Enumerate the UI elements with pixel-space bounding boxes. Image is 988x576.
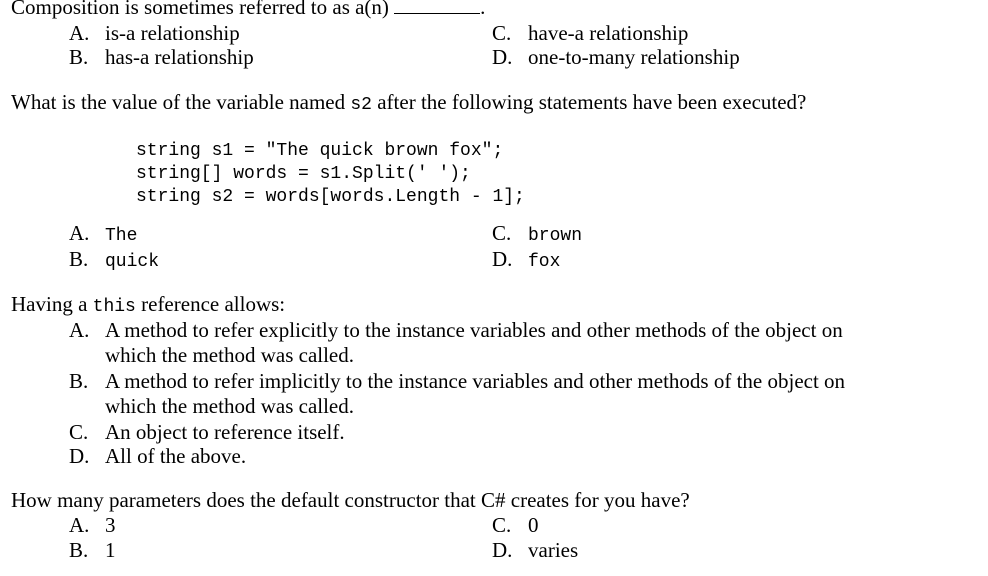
- q3-option-d: [69, 444, 246, 468]
- q2-option-d-text: fox: [528, 252, 561, 272]
- q2-option-b-text: quick: [105, 252, 160, 272]
- q2-option-c-label: C.: [492, 221, 512, 245]
- q3-option-a-cont: [105, 343, 354, 367]
- q3-option-b-line1: A method to refer implicitly to the instance variables and other methods of the object on: [105, 369, 846, 393]
- q4-option-c-text: 0: [528, 513, 539, 537]
- q3-option-a-label: A.: [69, 318, 90, 342]
- q1-option-c-text: have-a relationship: [528, 21, 689, 45]
- q1-stem: [11, 0, 485, 19]
- q4-option-a-text: 3: [105, 513, 116, 537]
- q4-stem-text: How many parameters does the default constructor that C# creates for you have?: [11, 488, 690, 512]
- q3-option-a-line1: A method to refer explicitly to the instance variables and other methods of the object on: [105, 318, 843, 342]
- q2-stem-code: s2: [350, 95, 372, 115]
- q1-option-a-label: A.: [69, 21, 90, 45]
- q2-option-a-label: A.: [69, 221, 90, 245]
- q3-option-b: [69, 369, 845, 393]
- q3-option-b-cont: [105, 394, 354, 418]
- q4-option-d-text: varies: [528, 538, 579, 562]
- q4-option-a-label: A.: [69, 513, 90, 537]
- q2-option-b-label: B.: [69, 247, 89, 271]
- q2-stem-pre: What is the value of the variable named: [11, 90, 346, 114]
- q3-stem-post: reference allows:: [141, 292, 286, 316]
- q1-option-d-label: D.: [492, 45, 513, 69]
- q3-stem: [11, 292, 285, 319]
- q2-stem: [11, 90, 806, 117]
- q1-option-c-label: C.: [492, 21, 512, 45]
- q3-option-c-label: C.: [69, 420, 89, 444]
- q2-code-block: [136, 140, 525, 209]
- q1-stem-text: Composition is sometimes referred to as a(n): [11, 0, 389, 19]
- q1-option-a: [69, 21, 240, 45]
- q4-option-b: [69, 538, 116, 562]
- q4-option-c-label: C.: [492, 513, 512, 537]
- q1-option-b-text: has-a relationship: [105, 45, 254, 69]
- q1-stem-end: .: [480, 0, 486, 19]
- q2-option-a-text: The: [105, 226, 138, 246]
- q4-stem: [11, 488, 690, 512]
- q4-option-b-label: B.: [69, 538, 89, 562]
- code-line-1: string s1 = "The quick brown fox";: [136, 141, 504, 161]
- q3-stem-pre: Having a: [11, 292, 88, 316]
- q3-option-c-line1: An object to reference itself.: [105, 420, 345, 444]
- q1-option-a-text: is-a relationship: [105, 21, 240, 45]
- q1-answer-blank: [394, 0, 480, 14]
- q2-option-d-label: D.: [492, 247, 513, 271]
- code-line-3: string s2 = words[words.Length - 1];: [136, 187, 525, 207]
- q2-option-c: [492, 221, 582, 248]
- q3-option-d-line1: All of the above.: [105, 444, 247, 468]
- q1-option-b: [69, 45, 254, 69]
- q4-option-c: [492, 513, 539, 537]
- q4-option-d-label: D.: [492, 538, 513, 562]
- q3-option-d-label: D.: [69, 444, 90, 468]
- q1-option-d-text: one-to-many relationship: [528, 45, 740, 69]
- q2-option-c-text: brown: [528, 226, 583, 246]
- q3-option-b-line2: which the method was called.: [105, 394, 355, 418]
- q1-option-b-label: B.: [69, 45, 89, 69]
- q3-stem-code: this: [92, 297, 136, 317]
- q2-stem-post: after the following statements have been executed?: [377, 90, 807, 114]
- q4-option-b-text: 1: [105, 538, 116, 562]
- q1-option-c: [492, 21, 688, 45]
- q4-option-d: [492, 538, 578, 562]
- q3-option-b-label: B.: [69, 369, 89, 393]
- q1-option-d: [492, 45, 740, 69]
- q2-option-d: [492, 247, 560, 274]
- code-line-2: string[] words = s1.Split(' ');: [136, 164, 471, 184]
- q4-option-a: [69, 513, 116, 537]
- q3-option-a: [69, 318, 843, 342]
- q2-option-b: [69, 247, 159, 274]
- q3-option-c: [69, 420, 345, 444]
- q3-option-a-line2: which the method was called.: [105, 343, 355, 367]
- q2-option-a: [69, 221, 137, 248]
